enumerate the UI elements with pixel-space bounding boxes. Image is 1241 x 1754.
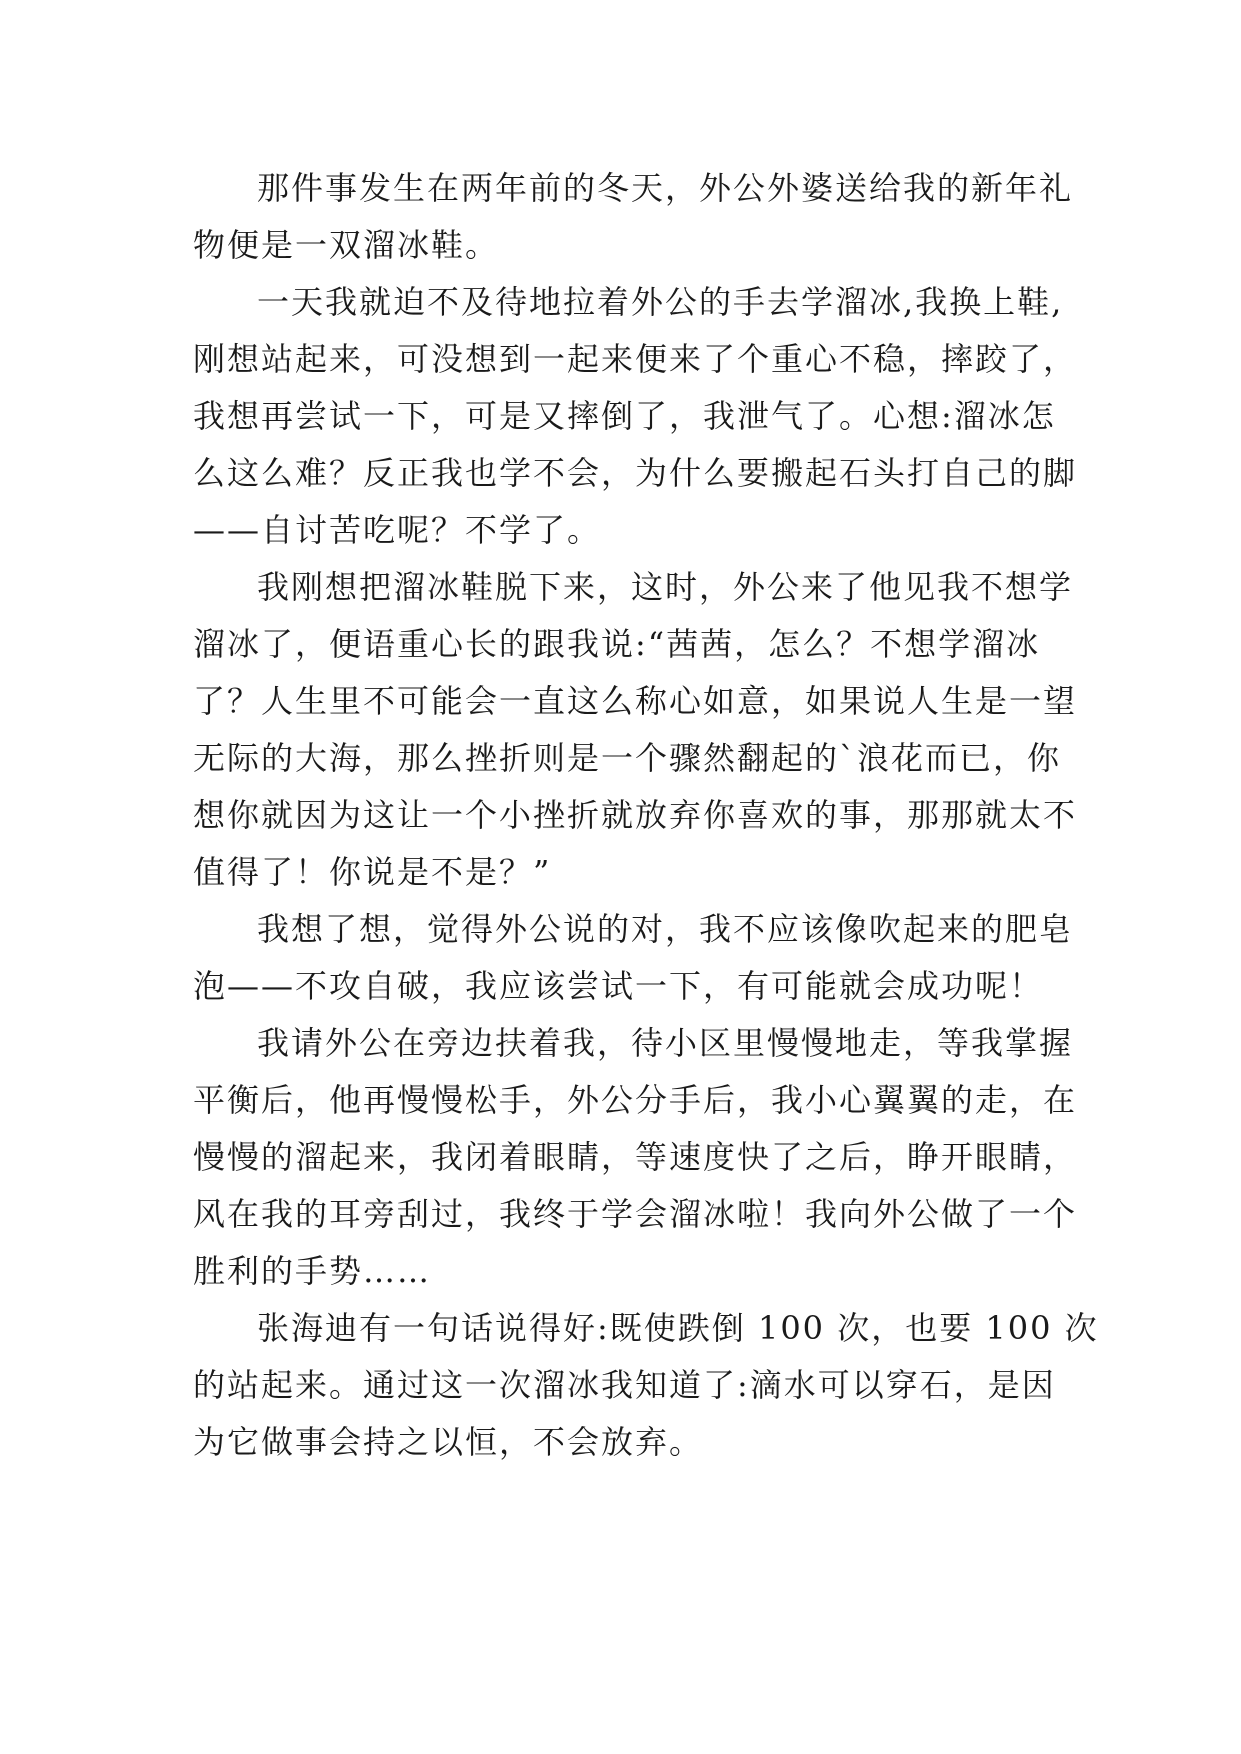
text-line: 平衡后，他再慢慢松手，外公分手后，我小心翼翼的走，在 [193,1081,1078,1119]
text-line: 了？人生里不可能会一直这么称心如意，如果说人生是一望 [193,682,1078,720]
text-line: 胜利的手势…… [193,1252,432,1290]
text-line: 无际的大海，那么挫折则是一个骤然翻起的`浪花而已，你 [193,739,1062,777]
text-line: 我想了想，觉得外公说的对，我不应该像吹起来的肥皂 [257,910,1074,948]
text-line: 么这么难？反正我也学不会，为什么要搬起石头打自己的脚 [193,454,1078,492]
text-line: 刚想站起来，可没想到一起来便来了个重心不稳，摔跤了， [193,340,1078,378]
text-line: 泡——不攻自破，我应该尝试一下，有可能就会成功呢！ [193,967,1044,1005]
text-line: 一天我就迫不及待地拉着外公的手去学溜冰,我换上鞋, [257,283,1064,321]
text-line: 值得了！你说是不是？” [193,853,552,891]
text-line: 那件事发生在两年前的冬天，外公外婆送给我的新年礼 [257,169,1074,207]
essay-body [193,160,1099,1471]
text-line: 张海迪有一句话说得好:既使跌倒 100 次，也要 100 次 [257,1309,1099,1347]
text-line: 为它做事会持之以恒，不会放弃。 [193,1423,704,1461]
text-line: 想你就因为这让一个小挫折就放弃你喜欢的事，那那就太不 [193,796,1078,834]
text-line: 慢慢的溜起来，我闭着眼睛，等速度快了之后，睁开眼睛， [193,1138,1078,1176]
text-line: 物便是一双溜冰鞋。 [193,226,500,264]
text-line: 风在我的耳旁刮过，我终于学会溜冰啦！我向外公做了一个 [193,1195,1078,1233]
text-line: 我想再尝试一下，可是又摔倒了，我泄气了。心想:溜冰怎 [193,397,1056,435]
text-line: 我刚想把溜冰鞋脱下来，这时，外公来了他见我不想学 [257,568,1074,606]
text-line: 的站起来。通过这一次溜冰我知道了:滴水可以穿石，是因 [193,1366,1056,1404]
text-line: 溜冰了，便语重心长的跟我说:“茜茜，怎么？不想学溜冰 [193,625,1041,663]
text-line: 我请外公在旁边扶着我，待小区里慢慢地走，等我掌握 [257,1024,1074,1062]
text-line: ——自讨苦吃呢？不学了。 [193,511,602,549]
